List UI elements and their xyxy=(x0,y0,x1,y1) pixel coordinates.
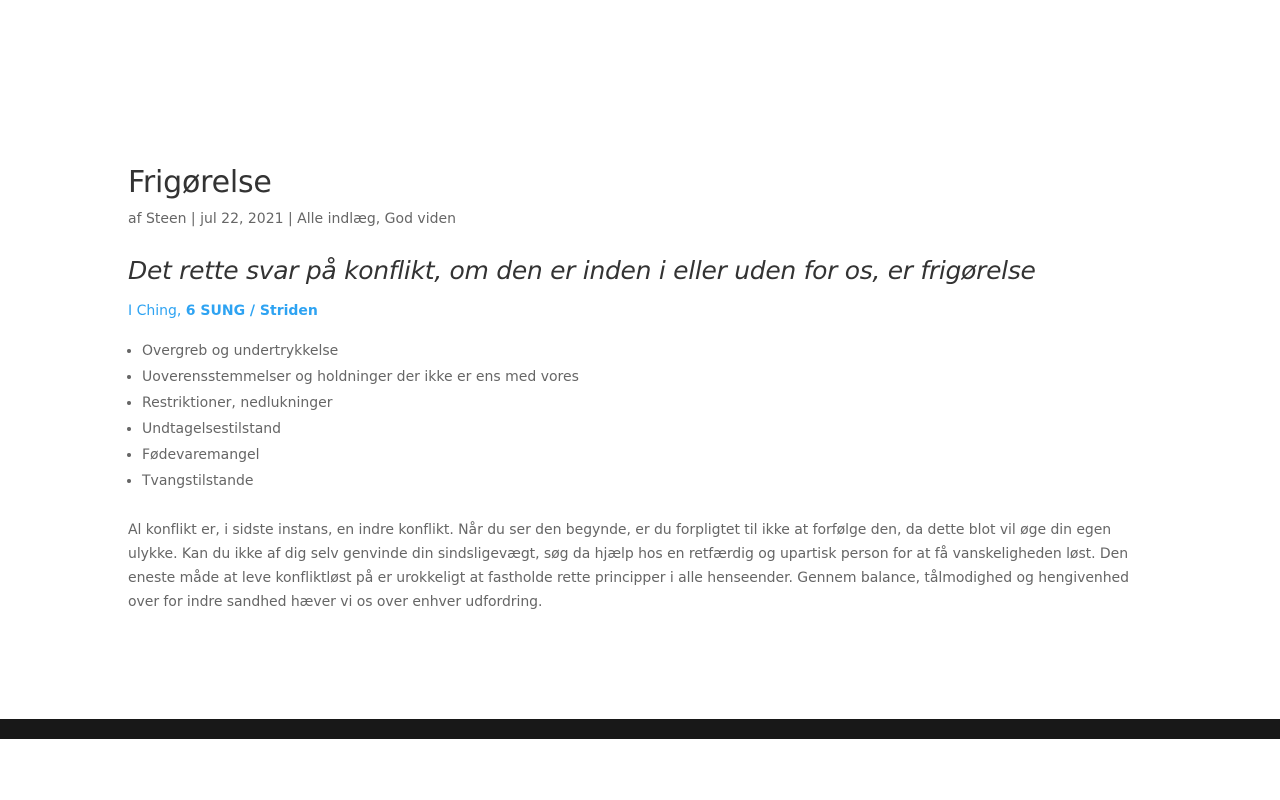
post-title: Frigørelse xyxy=(128,165,272,200)
list-item: • Fødevaremangel xyxy=(142,442,1152,468)
list-item: • Uoverensstemmelser og holdninger der ikke er ens med vores xyxy=(142,364,1152,390)
bullet-list xyxy=(128,338,1152,494)
author-link[interactable]: Steen xyxy=(145,211,187,227)
list-item: • Restriktioner, nedlukninger xyxy=(142,390,1152,416)
source-prefix: I Ching, xyxy=(128,303,186,319)
post-subtitle: Det rette svar på konflikt, om den er inden i eller uden for os, er frigørelse xyxy=(128,256,1036,285)
footer-bar xyxy=(0,719,1280,739)
post-article xyxy=(128,160,1152,614)
source-line xyxy=(128,300,1152,322)
category-separator: , xyxy=(375,211,385,227)
source-reference-link[interactable]: 6 SUNG / Striden xyxy=(185,303,318,319)
meta-separator: | xyxy=(283,211,298,227)
meta-separator: | xyxy=(186,211,201,227)
list-item: • Undtagelsestilstand xyxy=(142,416,1152,442)
category-link-alle-indlaeg[interactable]: Alle indlæg xyxy=(297,211,376,227)
post-body-paragraph: Al konflikt er, i sidste instans, en indre konflikt. Når du ser den begynde, er du forpligtet til ikke at forfølge den, da dette blot vil øge din egen ulykke. Kan du ikke af dig selv genvinde din sindsligevægt, søg da hjælp hos en retfærdig og upartisk person for at få vanskeligheden løst. Den eneste måde at leve konfliktløst på er urokkeligt at fastholde rette principper i alle henseender. Gennem balance, tålmodighed og hengivenhed over for indre sandhed hæver vi os over enhver udfordring. xyxy=(128,522,1129,610)
list-item: • Tvangstilstande xyxy=(142,468,1152,494)
category-link-god-viden[interactable]: God viden xyxy=(384,211,456,227)
post-meta xyxy=(128,208,1152,230)
meta-by-prefix: af xyxy=(128,211,146,227)
post-date: jul 22, 2021 xyxy=(200,211,284,227)
list-item: • Overgreb og undertrykkelse xyxy=(142,338,1152,364)
